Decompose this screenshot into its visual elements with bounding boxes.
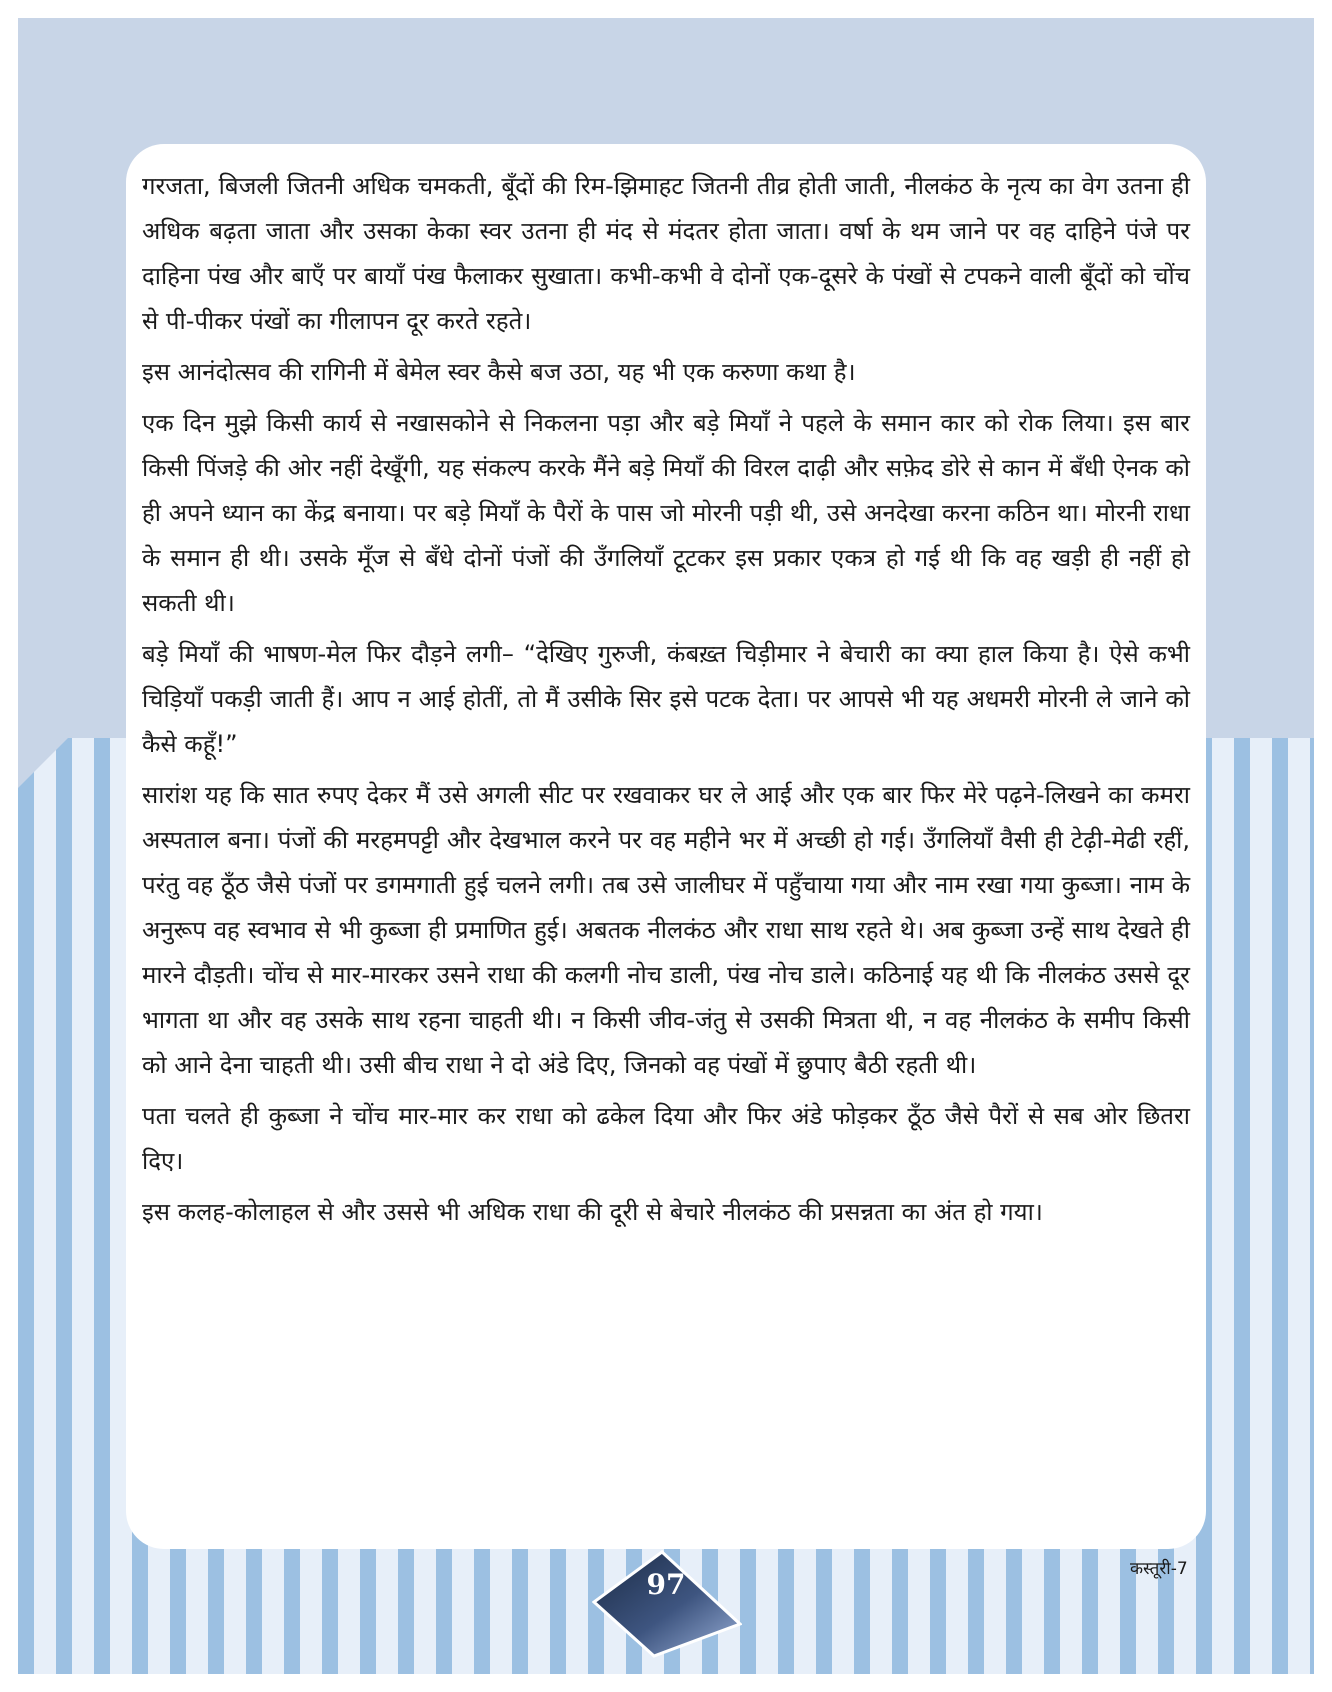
paragraph: बड़े मियाँ की भाषण-मेल फिर दौड़ने लगी– “देखिए गुरुजी, कंबख़्त चिड़ीमार ने बेचारी का क्या हाल किया है। ऐसे कभी चिड़ियाँ पकड़ी जाती हैं। आप न आई होतीं, तो मैं उसीके सिर इसे पटक देता। पर आपसे भी यह अधमरी मोरनी ले जाने को कैसे कहूँ!” (142, 640, 1190, 758)
text-card (126, 144, 1206, 1549)
page-number: 97 (646, 1568, 686, 1601)
paragraph: सारांश यह कि सात रुपए देकर मैं उसे अगली सीट पर रखवाकर घर ले आई और एक बार फिर मेरे पढ़ने-लिखने का कमरा अस्पताल बना। पंजों की मरहमपट्टी और देखभाल करने पर वह महीने भर में अच्छी हो गई। उँगलियाँ वैसी ही टेढ़ी-मेढी रहीं, परंतु वह ठूँठ जैसे पंजों पर डगमगाती हुई चलने लगी। तब उसे जालीघर में पहुँचाया गया और नाम रखा गया कुब्जा। नाम के अनुरूप वह स्वभाव से भी कुब्जा ही प्रमाणित हुई। अबतक नीलकंठ और राधा साथ रहते थे। अब कुब्जा उन्हें साथ देखते ही मारने दौड़ती। चोंच से मार-मारकर उसने राधा की कलगी नोच डाली, पंख नोच डाले। कठिनाई यह थी कि नीलकंठ उससे दूर भागता था और वह उसके साथ रहना चाहती थी। न किसी जीव-जंतु से उसकी मित्रता थी, न वह नीलकंठ के समीप किसी को आने देना चाहती थी। उसी बीच राधा ने दो अंडे दिए, जिनको वह पंखों में छुपाए बैठी रहती थी। (142, 781, 1190, 1079)
paragraph: एक दिन मुझे किसी कार्य से नखासकोने से निकलना पड़ा और बड़े मियाँ ने पहले के समान कार को रोक लिया। इस बार किसी पिंजड़े की ओर नहीं देखूँगी, यह संकल्प करके मैंने बड़े मियाँ की विरल दाढ़ी और सफ़ेद डोरे से कान में बँधी ऐनक को ही अपने ध्यान का केंद्र बनाया। पर बड़े मियाँ के पैरों के पास जो मोरनी पड़ी थी, उसे अनदेखा करना कठिन था। मोरनी राधा के समान ही थी। उसके मूँज से बँधे दोनों पंजों की उँगलियाँ टूटकर इस प्रकार एकत्र हो गई थी कि वह खड़ी ही नहीं हो सकती थी। (142, 409, 1190, 617)
paragraph: पता चलते ही कुब्जा ने चोंच मार-मार कर राधा को ढकेल दिया और फिर अंडे फोड़कर ठूँठ जैसे पैरों से सब ओर छितरा दिए। (142, 1102, 1190, 1175)
paragraph: इस कलह-कोलाहल से और उससे भी अधिक राधा की दूरी से बेचारे नीलकंठ की प्रसन्नता का अंत हो गया। (142, 1198, 1043, 1226)
book-label: कस्तूरी-7 (1130, 1559, 1188, 1579)
paragraph: इस आनंदोत्सव की रागिनी में बेमेल स्वर कैसे बज उठा, यह भी एक करुणा कथा है। (142, 358, 856, 386)
page-number-badge (592, 1550, 742, 1658)
paragraph: गरजता, बिजली जितनी अधिक चमकती, बूँदों की रिम-झिमाहट जितनी तीव्र होती जाती, नीलकंठ के नृत्य का वेग उतना ही अधिक बढ़ता जाता और उसका केका स्वर उतना ही मंद से मंदतर होता जाता। वर्षा के थम जाने पर वह दाहिने पंजे पर दाहिना पंख और बाएँ पर बायाँ पंख फैलाकर सुखाता। कभी-कभी वे दोनों एक-दूसरे के पंखों से टपकने वाली बूँदों को चोंच से पी-पीकर पंखों का गीलापन दूर करते रहते। (142, 172, 1190, 335)
